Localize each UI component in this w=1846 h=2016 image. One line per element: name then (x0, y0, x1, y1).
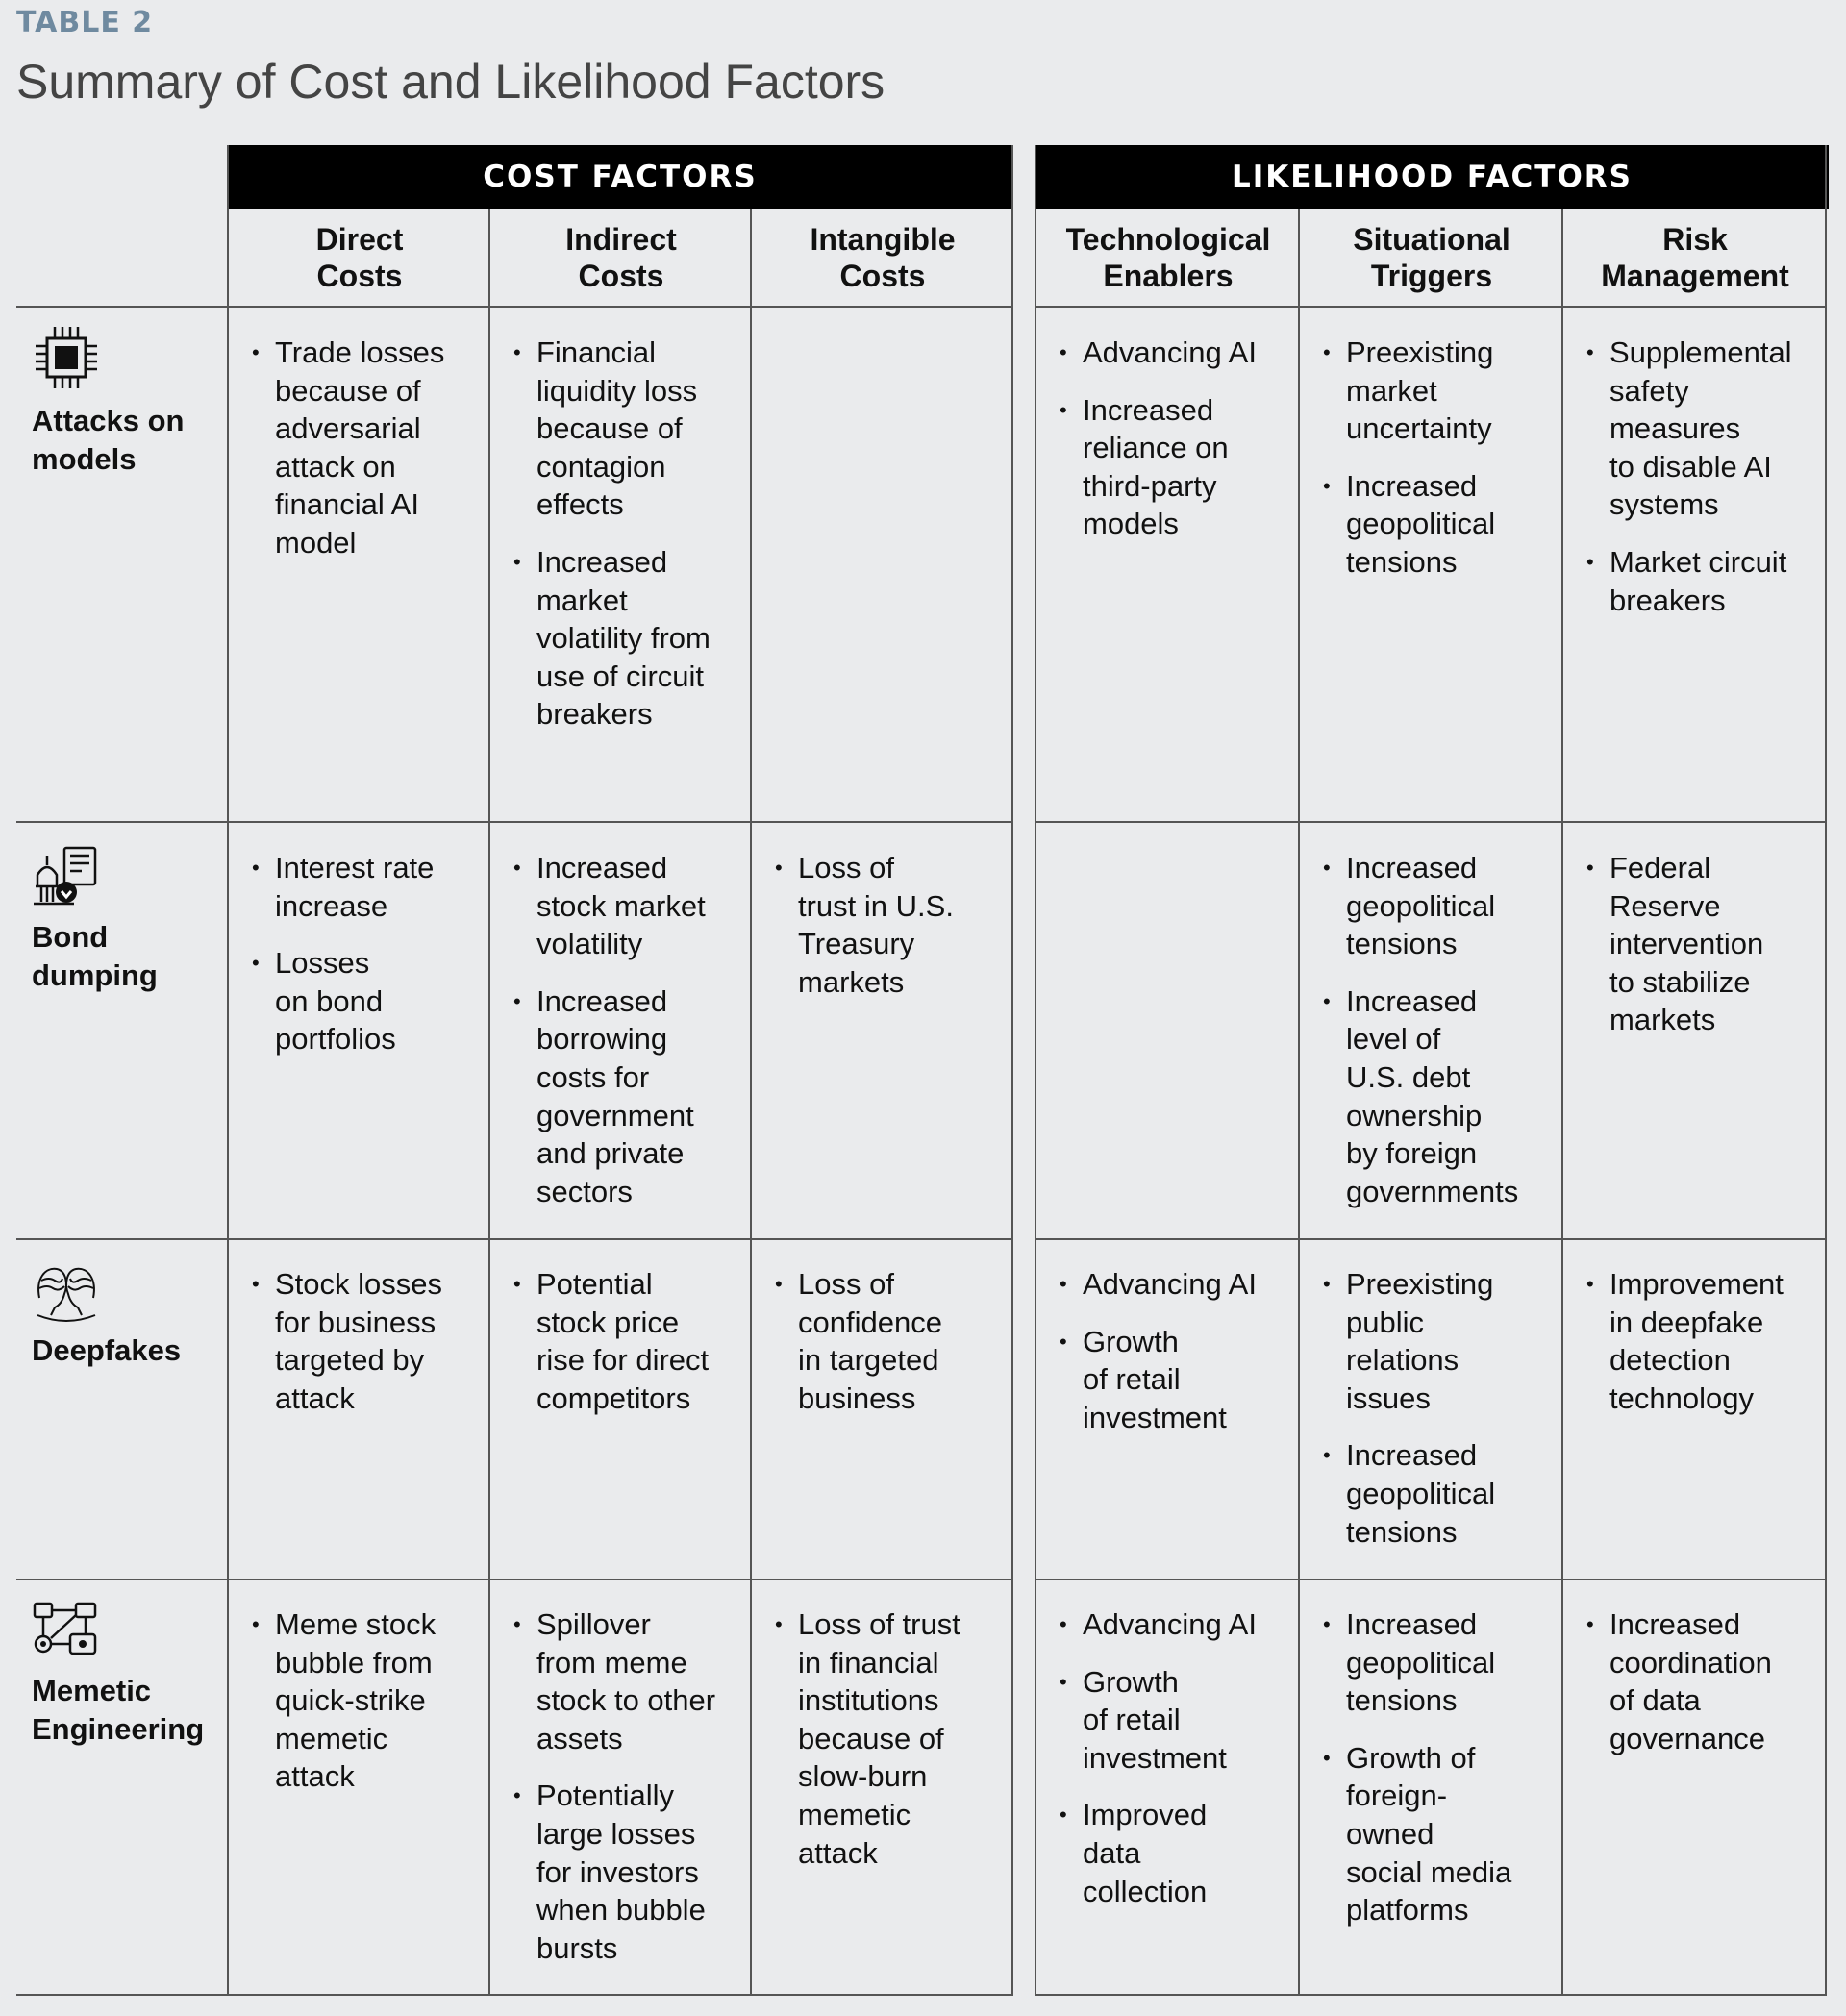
bullet-text: Increased geopolitical tensions (1346, 1438, 1496, 1549)
bullet-text: Increased reliance on third-party models (1083, 392, 1229, 541)
bullet-item (775, 1265, 942, 1417)
grid-line (16, 1994, 1012, 1996)
bullet-item (1060, 1323, 1257, 1437)
bullet-item (1060, 1265, 1257, 1304)
bullet-text: Growth of retail investment (1083, 1664, 1227, 1775)
bullet-text: Interest rate increase (275, 851, 435, 923)
cell-situational (1323, 334, 1495, 601)
bullet-text: Loss of confidence in targeted business (798, 1267, 942, 1415)
grid-line (1011, 145, 1013, 1996)
bullet-text: Spillover from meme stock to other assets (536, 1607, 716, 1755)
bullet-item (252, 1265, 442, 1417)
bullet-item (513, 543, 711, 734)
bullet-item (1323, 983, 1518, 1211)
bullet-item (1586, 1605, 1772, 1757)
col-header-risk-management: Risk Management (1601, 221, 1789, 293)
bullet-item (1323, 1605, 1511, 1720)
row-label-bond-dumping: Bond dumping (32, 920, 158, 992)
bullet-text: Increased market volatility from use of circuit breakers (536, 544, 711, 732)
grid-line (1035, 306, 1827, 308)
bullet-text: Increased geopolitical tensions (1346, 468, 1496, 579)
bullet-text: Potential stock price rise for direct competitors (536, 1267, 710, 1415)
grid-line (488, 209, 490, 1996)
cell-intangible (775, 1605, 960, 1891)
bullet-text: Increased geopolitical tensions (1346, 1607, 1496, 1718)
bullet-item (1586, 1265, 1784, 1417)
bullet-item (1323, 1739, 1511, 1929)
bullet-item (1323, 849, 1518, 963)
bullet-item (1060, 334, 1257, 372)
cell-indirect (513, 849, 706, 1230)
bullet-text: Advancing AI (1083, 1607, 1257, 1641)
bullet-item (1323, 1265, 1495, 1417)
bullet-item (1060, 391, 1257, 543)
bullet-text: Federal Reserve intervention to stabilize markets (1609, 851, 1764, 1037)
bullet-item (775, 1605, 960, 1872)
bullet-item (1323, 467, 1495, 582)
cell-direct (252, 1265, 442, 1436)
cell-indirect (513, 334, 711, 753)
bullet-text: Losses on bond portfolios (275, 946, 396, 1057)
row-label-deepfakes: Deepfakes (32, 1333, 182, 1367)
bullet-item (513, 849, 706, 963)
row-label-attacks-on-models: Attacks on models (32, 404, 185, 476)
bullet-item (1060, 1796, 1257, 1910)
bullet-text: Stock losses for business targeted by attack (275, 1267, 443, 1415)
cell-situational (1323, 849, 1518, 1230)
bullet-text: Advancing AI (1083, 336, 1257, 369)
network-diagram-icon (32, 1600, 101, 1657)
cell-intangible (775, 1265, 942, 1436)
cell-situational (1323, 1265, 1495, 1570)
bullet-text: Potentially large losses for investors when bubble bursts (536, 1779, 706, 1965)
bullet-item (252, 944, 434, 1058)
bullet-item (1586, 849, 1763, 1039)
grid-line (750, 209, 752, 1996)
bullet-text: Loss of trust in U.S. Treasury markets (798, 851, 954, 999)
grid-line (1035, 1238, 1827, 1240)
table-number: TABLE 2 (16, 6, 154, 39)
grid-line (1825, 145, 1827, 1996)
grid-line (16, 306, 1012, 308)
cell-direct (252, 334, 444, 582)
bullet-item (252, 1605, 436, 1796)
grid-line (1035, 145, 1036, 1996)
bullet-text: Growth of foreign- owned social media platforms (1346, 1740, 1512, 1928)
bullet-item (1586, 543, 1792, 619)
chip-icon (32, 323, 101, 392)
cell-indirect (513, 1265, 709, 1436)
grid-line (1561, 209, 1563, 1996)
bullet-text: Increased stock market volatility (536, 851, 706, 961)
bullet-text: Increased borrowing costs for government and private sectors (536, 983, 694, 1208)
bullet-text: Trade losses because of adversarial attack on financial AI model (275, 336, 445, 560)
cell-tech (1060, 1265, 1257, 1456)
bullet-item (1060, 1663, 1257, 1778)
col-header-indirect-costs: Indirect Costs (565, 221, 677, 293)
bullet-text: Financial liquidity loss because of contagion effects (536, 336, 698, 522)
cell-situational (1323, 1605, 1511, 1949)
cell-indirect (513, 1605, 715, 1986)
bullet-item (513, 1265, 709, 1417)
grid-line (1298, 209, 1300, 1996)
col-header-intangible-costs: Intangible Costs (810, 221, 956, 293)
bullet-item (1586, 334, 1792, 524)
bullet-text: Increased coordination of data governance (1609, 1607, 1772, 1755)
row-label-memetic-engineering: Memetic Engineering (32, 1674, 205, 1746)
grid-line (1035, 1994, 1827, 1996)
bullet-text: Increased level of U.S. debt ownership by foreign governments (1346, 983, 1519, 1208)
bullet-text: Improved data collection (1083, 1798, 1208, 1908)
bullet-text: Increased geopolitical tensions (1346, 851, 1496, 961)
cell-risk (1586, 1605, 1772, 1777)
cell-risk (1586, 1265, 1784, 1436)
bullet-text: Market circuit breakers (1609, 544, 1787, 617)
bullet-item (1060, 1605, 1257, 1644)
bullet-item (1323, 1436, 1495, 1551)
bullet-item (513, 983, 706, 1211)
bullet-text: Preexisting public relations issues (1346, 1267, 1494, 1415)
bullet-item (775, 849, 954, 1001)
grid-line (1035, 821, 1827, 823)
cell-intangible (775, 849, 954, 1020)
bullet-text: Growth of retail investment (1083, 1324, 1227, 1434)
cost-factors-header: COST FACTORS (228, 145, 1012, 209)
cell-tech (1060, 334, 1257, 562)
bullet-text: Supplemental safety measures to disable AI systems (1609, 336, 1792, 522)
bullet-item (1323, 334, 1495, 448)
bullet-item (252, 334, 444, 562)
cell-tech (1060, 1605, 1257, 1929)
cell-risk (1586, 334, 1792, 638)
bullet-item (513, 1605, 715, 1757)
likelihood-factors-header: LIKELIHOOD FACTORS (1035, 145, 1829, 209)
grid-line (16, 1579, 1012, 1580)
grid-line (16, 1238, 1012, 1240)
bullet-item (513, 334, 711, 524)
cell-risk (1586, 849, 1763, 1058)
bullet-item (513, 1777, 715, 1967)
cell-direct (252, 1605, 436, 1815)
bullet-text: Loss of trust in financial institutions because of slow-burn memetic attack (798, 1607, 960, 1870)
col-header-direct-costs: Direct Costs (315, 221, 404, 293)
bullet-text: Improvement in deepfake detection technology (1609, 1267, 1784, 1415)
bullet-text: Advancing AI (1083, 1267, 1257, 1301)
grid-line (16, 821, 1012, 823)
col-header-situational-triggers: Situational Triggers (1353, 221, 1510, 293)
bullet-text: Preexisting market uncertainty (1346, 336, 1494, 446)
grid-line (1035, 1579, 1827, 1580)
bullet-item (252, 849, 434, 925)
capitol-building-icon (32, 842, 101, 911)
bullet-text: Meme stock bubble from quick-strike memetic attack (275, 1607, 437, 1794)
table-title: Summary of Cost and Likelihood Factors (16, 55, 886, 109)
cell-direct (252, 849, 434, 1078)
grid-line (227, 145, 229, 1996)
two-faces-icon (32, 1259, 101, 1329)
col-header-technological-enablers: Technological Enablers (1065, 221, 1271, 293)
